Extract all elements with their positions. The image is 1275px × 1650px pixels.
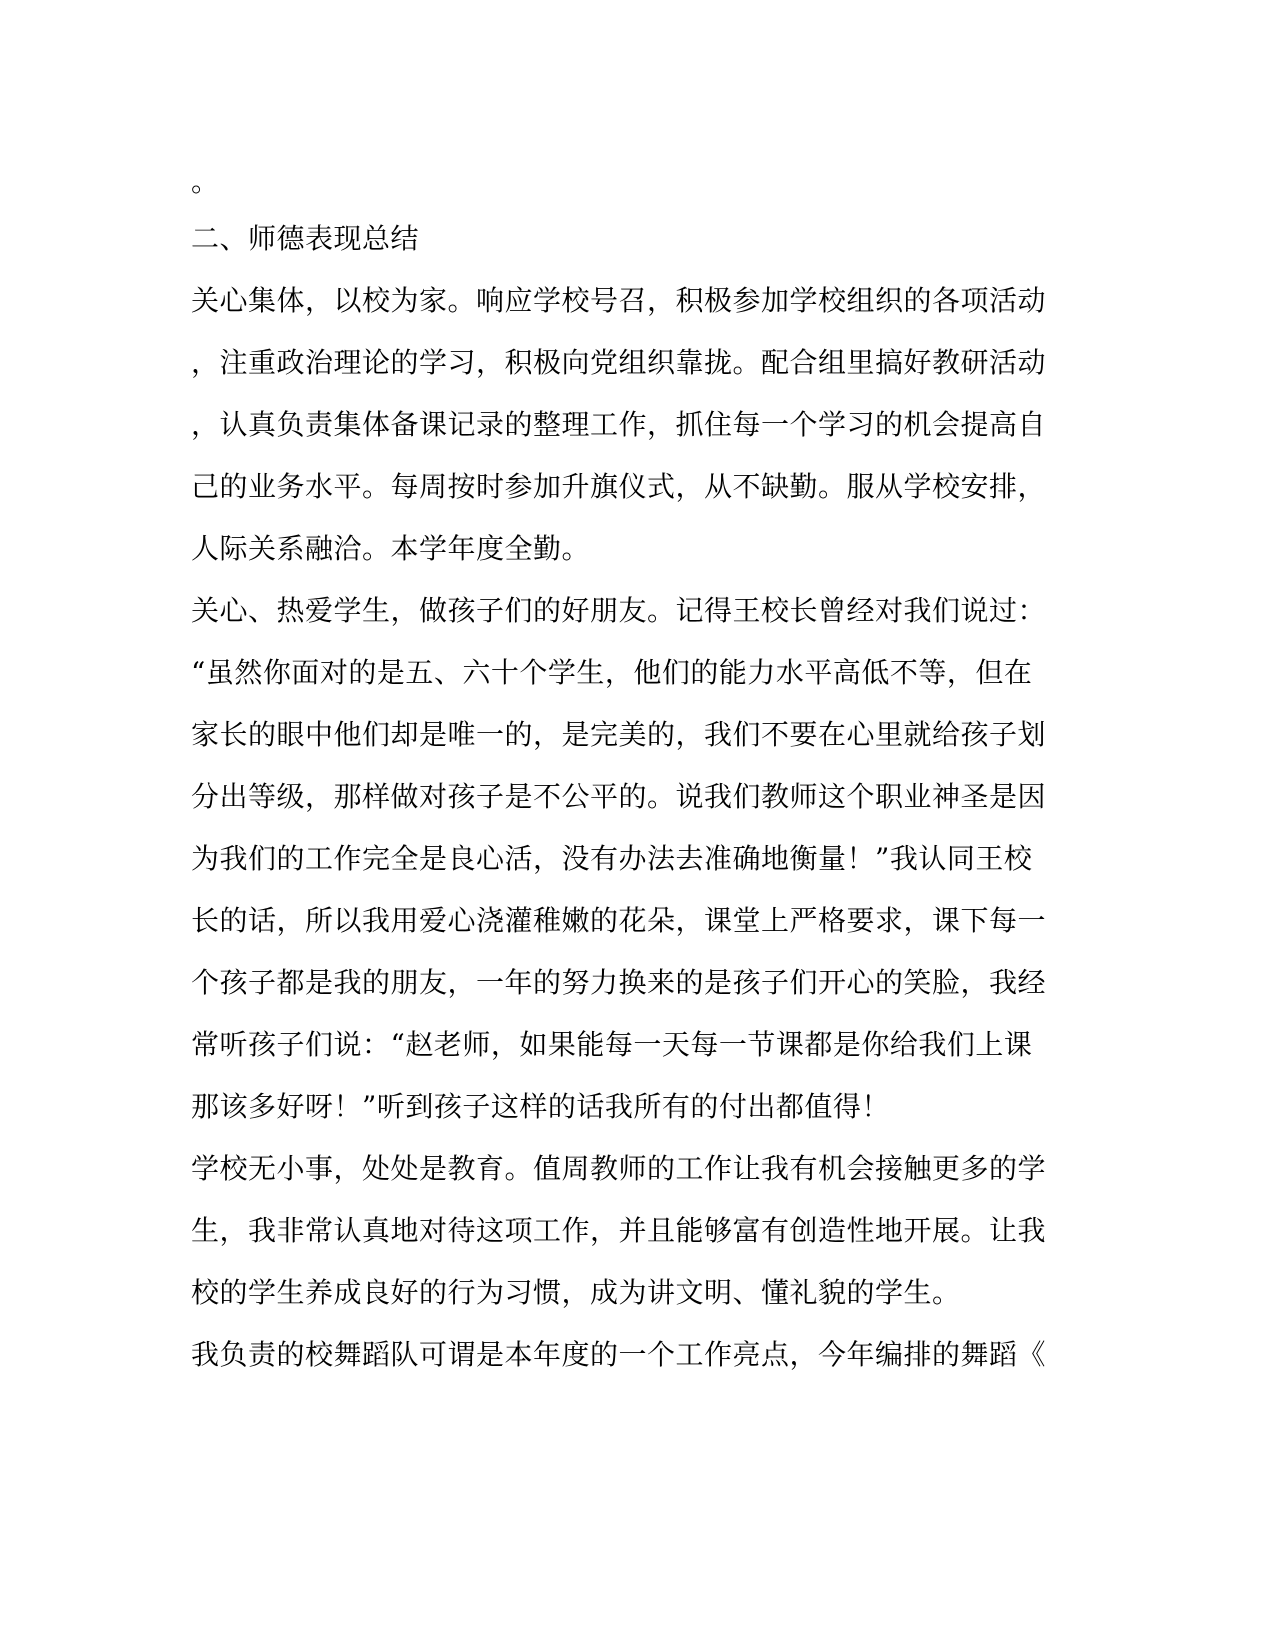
text-line: 为我们的工作完全是良心活，没有办法去准确地衡量！”我认同王校 xyxy=(191,842,1033,875)
text-line: 我负责的校舞蹈队可谓是本年度的一个工作亮点，今年编排的舞蹈《 xyxy=(191,1338,1047,1371)
text-line: 学校无小事，处处是教育。值周教师的工作让我有机会接触更多的学 xyxy=(191,1152,1047,1185)
text-line: 长的话，所以我用爱心浇灌稚嫩的花朵，课堂上严格要求，课下每一 xyxy=(191,904,1047,937)
text-line: 。 xyxy=(191,165,220,198)
section-heading: 二、师德表现总结 xyxy=(191,222,420,255)
text-line: 关心、热爱学生，做孩子们的好朋友。记得王校长曾经对我们说过： xyxy=(191,594,1047,627)
text-line: 人际关系融洽。本学年度全勤。 xyxy=(191,532,591,565)
text-line: 己的业务水平。每周按时参加升旗仪式，从不缺勤。服从学校安排， xyxy=(191,470,1047,503)
text-line: 个孩子都是我的朋友，一年的努力换来的是孩子们开心的笑脸，我经 xyxy=(191,966,1047,999)
text-line: 生，我非常认真地对待这项工作，并且能够富有创造性地开展。让我 xyxy=(191,1214,1047,1247)
text-line: 常听孩子们说：“赵老师，如果能每一天每一节课都是你给我们上课 xyxy=(191,1028,1033,1061)
text-line: 分出等级，那样做对孩子是不公平的。说我们教师这个职业神圣是因 xyxy=(191,780,1047,813)
text-line: ，认真负责集体备课记录的整理工作，抓住每一个学习的机会提高自 xyxy=(191,408,1047,441)
text-line: 家长的眼中他们却是唯一的，是完美的，我们不要在心里就给孩子划 xyxy=(191,718,1047,751)
text-line: “虽然你面对的是五、六十个学生，他们的能力水平高低不等，但在 xyxy=(191,656,1033,689)
text-line: 那该多好呀！”听到孩子这样的话我所有的付出都值得！ xyxy=(191,1090,890,1123)
text-line: ，注重政治理论的学习，积极向党组织靠拢。配合组里搞好教研活动 xyxy=(191,346,1047,379)
text-line: 校的学生养成良好的行为习惯，成为讲文明、懂礼貌的学生。 xyxy=(191,1276,961,1309)
text-line: 关心集体，以校为家。响应学校号召，积极参加学校组织的各项活动 xyxy=(191,284,1047,317)
